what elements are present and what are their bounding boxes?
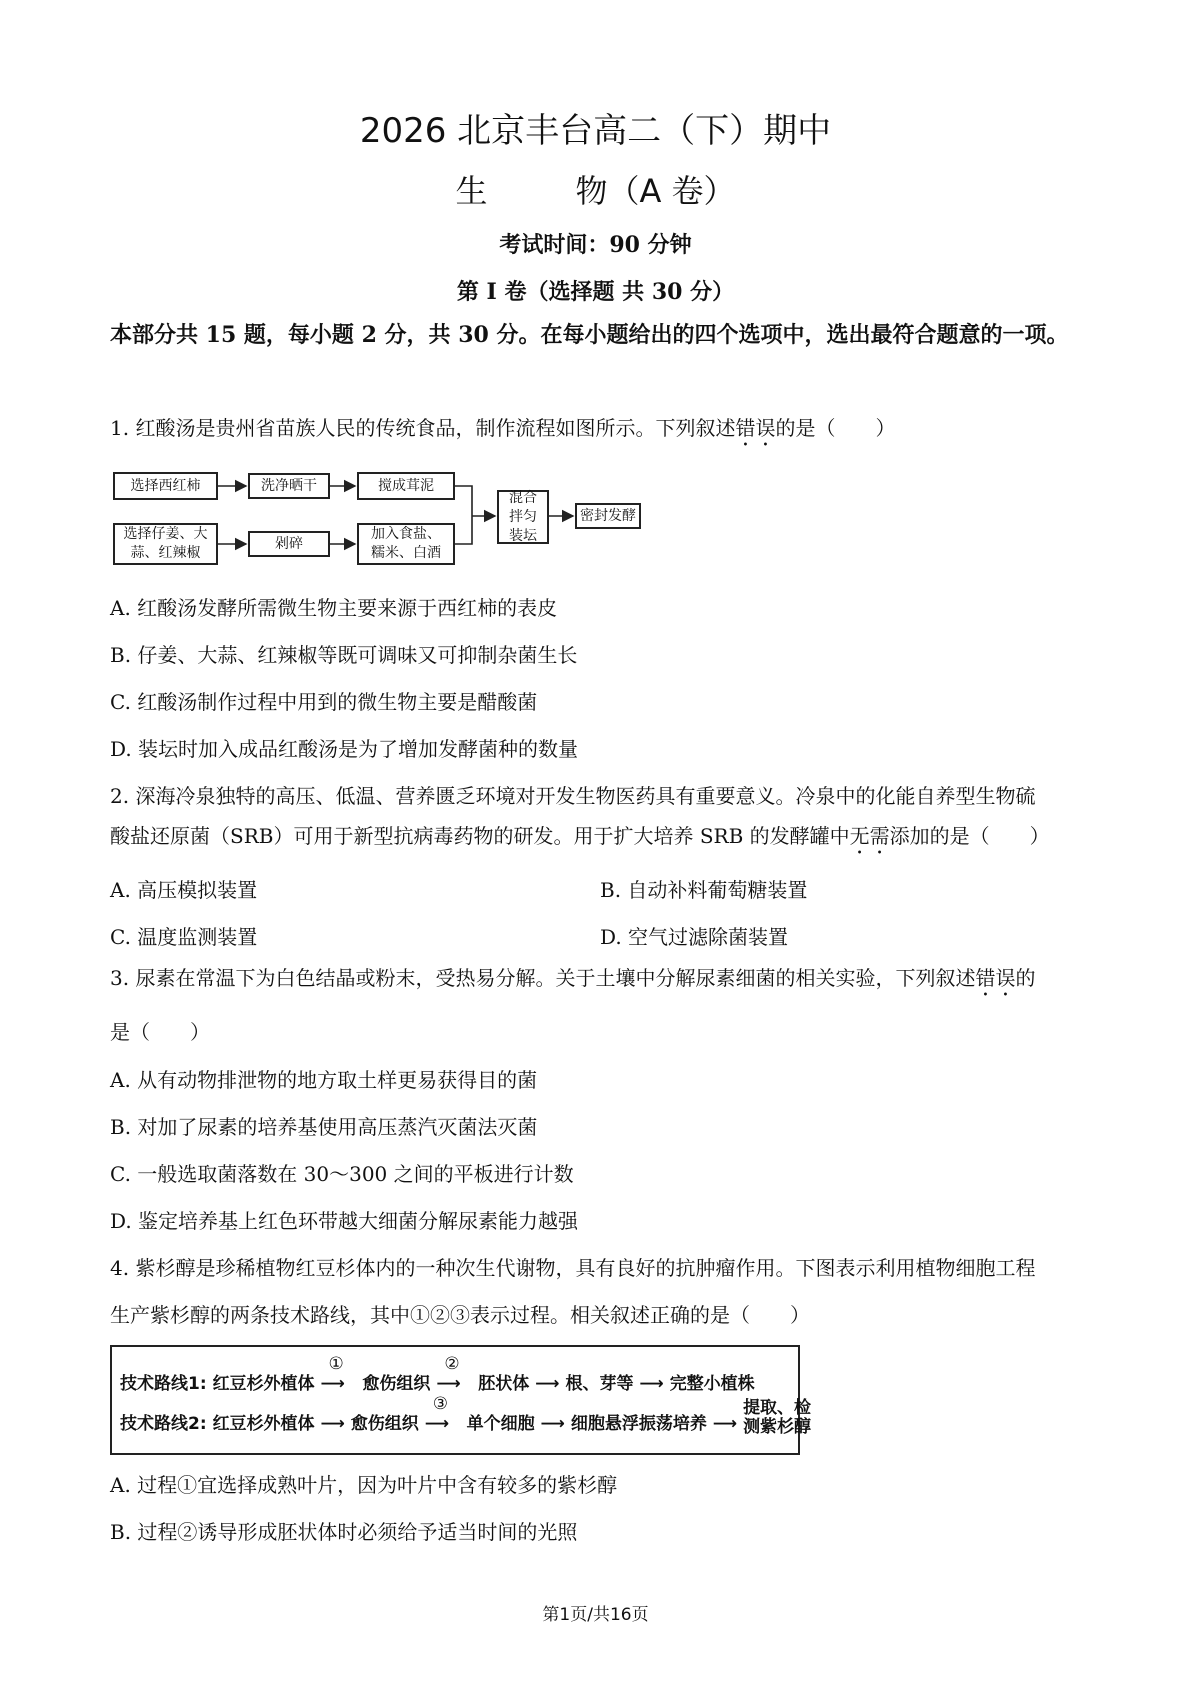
q4-stem-line2: 生产紫杉醇的两条技术路线，其中①②③表示过程。相关叙述正确的是（ ） [110,1303,810,1327]
q2-option-b[interactable]: B. 自动补料葡萄糖装置 [600,878,808,902]
step-2-marker: ② [444,1354,460,1374]
route-1-arrow-1: ① ⟶ [320,1354,345,1394]
q2-emphasis: 无需 [849,824,890,848]
flow-box-wash-dry: 洗净晒干 [248,473,330,499]
route-2-explant: 红豆杉外植体 [212,1414,315,1434]
route-2-extract [743,1399,811,1437]
q1-option-a[interactable]: A. 红酸汤发酵所需微生物主要来源于西红柿的表皮 [110,596,558,620]
route-1-arrow-4: ⟶ [639,1374,664,1394]
q1-option-b[interactable]: B. 仔姜、大蒜、红辣椒等既可调味又可抑制杂菌生长 [110,643,578,667]
q2-stem-line1: 2. 深海冷泉独特的高压、低温、营养匮乏环境对开发生物医药具有重要意义。冷泉中的化能自养型生物硫 [110,784,1036,808]
flow-box-seal-ferment: 密封发酵 [575,503,641,529]
q2-option-c[interactable]: C. 温度监测装置 [110,925,258,949]
q4-route-diagram [110,1345,812,1455]
q3-stem-end: 的 [1015,966,1036,990]
q2-stem-line2 [110,820,1050,859]
flow-box-puree: 搅成茸泥 [357,472,455,500]
route-1-callus: 愈伤组织 [362,1374,431,1394]
route-2-single-cell: 单个细胞 [466,1414,535,1434]
flow-box-chop: 剁碎 [248,531,330,557]
page-title: 2026 北京丰台高二（下）期中 [359,111,832,151]
route-2-arrow-1: ⟶ [320,1414,345,1434]
route-1-plantlet: 完整小植株 [669,1374,755,1394]
q3-stem-line2: 是（ ） [110,1020,210,1044]
route-1 [120,1354,755,1394]
route-2 [120,1394,812,1437]
q3-emphasis: 错误 [975,966,1016,990]
q4-stem-line1: 4. 紫杉醇是珍稀植物红豆杉体内的一种次生代谢物，具有良好的抗肿瘤作用。下图表示利用植物细胞工程 [110,1256,1036,1280]
route-2-arrow-3: ⟶ [540,1414,565,1434]
q1-stem [110,412,895,451]
q3-option-c[interactable]: C. 一般选取菌落数在 30～300 之间的平板进行计数 [110,1162,574,1186]
route-2-arrow-2: ③ ⟶ [424,1394,450,1434]
flow-box-select-spices: 选择仔姜、大蒜、红辣椒 [113,523,218,565]
q1-stem-text: 1. 红酸汤是贵州省苗族人民的传统食品，制作流程如图所示。下列叙述 [110,416,736,440]
step-3-marker: ③ [432,1394,448,1414]
flow-box-add-ingredients: 加入食盐、糯米、白酒 [357,523,455,565]
route-1-roots-buds: 根、芽等 [565,1374,634,1394]
q4-option-a[interactable]: A. 过程①宜选择成熟叶片，因为叶片中含有较多的紫杉醇 [110,1473,618,1497]
page-number: 第1页/共16页 [542,1605,649,1625]
flow-box-mix-jar: 混合拌匀装坛 [497,490,549,544]
subject-title [0,166,1191,212]
q3-option-b[interactable]: B. 对加了尿素的培养基使用高压蒸汽灭菌法灭菌 [110,1115,538,1139]
q3-option-d[interactable]: D. 鉴定培养基上红色环带越大细菌分解尿素能力越强 [110,1209,579,1233]
q2-option-a[interactable]: A. 高压模拟装置 [110,878,258,902]
route-1-explant: 红豆杉外植体 [212,1374,315,1394]
q1-option-c[interactable]: C. 红酸汤制作过程中用到的微生物主要是醋酸菌 [110,690,538,714]
q3-stem-text: 3. 尿素在常温下为白色结晶或粉末，受热易分解。关于土壤中分解尿素细菌的相关实验，下列叙述 [110,966,976,990]
q2-option-d[interactable]: D. 空气过滤除菌装置 [600,925,789,949]
flow-box-select-tomato: 选择西红柿 [113,472,218,500]
q4-option-b[interactable]: B. 过程②诱导形成胚状体时必须给予适当时间的光照 [110,1520,578,1544]
route-1-embryoid: 胚状体 [478,1374,530,1394]
route-2-extract-line1: 提取、检 [743,1398,812,1418]
route-2-callus: 愈伤组织 [350,1414,419,1434]
q1-option-d[interactable]: D. 装坛时加入成品红酸汤是为了增加发酵菌种的数量 [110,737,579,761]
q1-emphasis: 错误 [735,416,776,440]
step-1-marker: ① [328,1354,344,1374]
q2-stem-text: 酸盐还原菌（SRB）可用于新型抗病毒药物的研发。用于扩大培养 SRB 的发酵罐中 [110,824,850,848]
route-2-label: 技术路线2: [120,1414,207,1434]
route-1-arrow-2: ② ⟶ [436,1354,461,1394]
route-1-label: 技术路线1: [120,1374,207,1394]
route-2-suspension-culture: 细胞悬浮振荡培养 [570,1414,707,1434]
route-2-arrow-4: ⟶ [712,1414,738,1434]
q2-stem-end: 添加的是（ ） [889,824,1050,848]
instructions: 本部分共 15 题，每小题 2 分，共 30 分。在每小题给出的四个选项中，选出最符合题意的一项。 [110,322,1069,348]
subject-char-2: 物（A 卷） [575,172,736,210]
exam-time: 考试时间：90 分钟 [499,232,692,258]
route-2-extract-line2: 测紫杉醇 [743,1417,812,1437]
q1-stem-end: 的是（ ） [775,416,896,440]
subject-char-1: 生 [455,172,488,210]
route-1-arrow-3: ⟶ [535,1374,560,1394]
part-title: 第 I 卷（选择题 共 30 分） [456,279,735,305]
q3-stem-line1 [110,962,1035,1001]
q3-option-a[interactable]: A. 从有动物排泄物的地方取土样更易获得目的菌 [110,1068,538,1092]
